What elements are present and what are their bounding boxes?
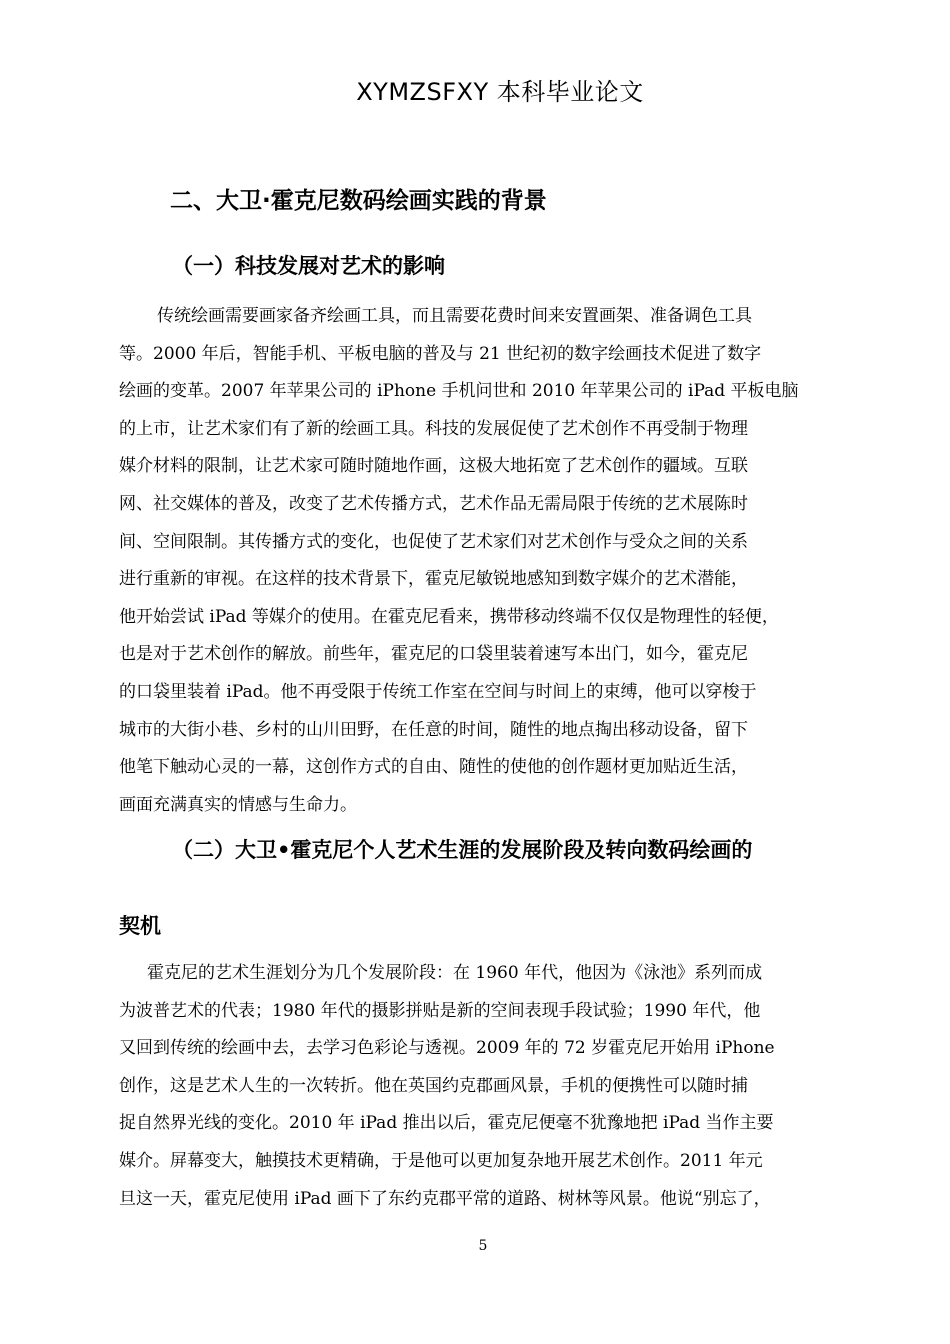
- paragraph-line: 也是对于艺术创作的解放。前些年，霍克尼的口袋里装着速写本出门，如今，霍克尼: [119, 644, 748, 665]
- paragraph-line: 又回到传统的绘画中去，去学习色彩论与透视。2009 年的 72 岁霍克尼开始用 iPhone: [119, 1038, 775, 1059]
- subsection-heading-2-continued: 契机: [119, 914, 161, 938]
- paragraph-line: 传统绘画需要画家备齐绘画工具，而且需要花费时间来安置画架、准备调色工具: [157, 306, 752, 326]
- paragraph-line: 捉自然界光线的变化。2010 年 iPad 推出以后，霍克尼便毫不犹豫地把 iPad 当作主要: [119, 1113, 774, 1134]
- paragraph-line: 他开始尝试 iPad 等媒介的使用。在霍克尼看来，携带移动终端不仅仅是物理性的轻便，: [119, 606, 779, 627]
- paragraph-line: 创作，这是艺术人生的一次转折。他在英国约克郡画风景，手机的便携性可以随时捕: [119, 1075, 748, 1096]
- paragraph-line: 的口袋里装着 iPad。他不再受限于传统工作室在空间与时间上的束缚，他可以穿梭于: [119, 681, 757, 702]
- running-header: XYMZSFXY 本科毕业论文: [356, 78, 644, 106]
- paragraph-line: 霍克尼的艺术生涯划分为几个发展阶段：在 1960 年代，他因为《泳池》系列而成: [147, 963, 763, 983]
- subsection-heading-2: （二）大卫•霍克尼个人艺术生涯的发展阶段及转向数码绘画的: [172, 838, 753, 862]
- subsection-heading-1: （一）科技发展对艺术的影响: [172, 254, 445, 278]
- paragraph-line: 媒介材料的限制，让艺术家可随时随地作画，这极大地拓宽了艺术创作的疆域。互联: [119, 456, 748, 477]
- paragraph-1: [119, 298, 859, 824]
- paragraph-line: 等。2000 年后，智能手机、平板电脑的普及与 21 世纪初的数字绘画技术促进了数字: [119, 343, 762, 364]
- paragraph-line: 画面充满真实的情感与生命力。: [119, 794, 357, 815]
- paragraph-line: 绘画的变革。2007 年苹果公司的 iPhone 手机问世和 2010 年苹果公司的 iPad 平板电脑: [119, 381, 799, 402]
- paragraph-2: [119, 955, 859, 1218]
- paragraph-line: 的上市，让艺术家们有了新的绘画工具。科技的发展促使了艺术创作不再受制于物理: [119, 418, 748, 439]
- paragraph-line: 他笔下触动心灵的一幕，这创作方式的自由、随性的使他的创作题材更加贴近生活，: [119, 757, 748, 778]
- paragraph-line: 网、社交媒体的普及，改变了艺术传播方式，艺术作品无需局限于传统的艺术展陈时: [119, 493, 748, 514]
- paragraph-line: 为波普艺术的代表；1980 年代的摄影拼贴是新的空间表现手段试验；1990 年代，他: [119, 1000, 761, 1021]
- paragraph-line: 进行重新的审视。在这样的技术背景下，霍克尼敏锐地感知到数字媒介的艺术潜能，: [119, 569, 748, 590]
- paragraph-line: 旦这一天，霍克尼使用 iPad 画下了东约克郡平常的道路、树林等风景。他说“别忘了，: [119, 1188, 771, 1209]
- paragraph-line: 城市的大街小巷、乡村的山川田野，在任意的时间，随性的地点掏出移动设备，留下: [119, 719, 748, 740]
- paragraph-line: 媒介。屏幕变大，触摸技术更精确，于是他可以更加复杂地开展艺术创作。2011 年元: [119, 1150, 763, 1171]
- section-heading: 二、大卫·霍克尼数码绘画实践的背景: [170, 188, 547, 214]
- paragraph-line: 间、空间限制。其传播方式的变化，也促使了艺术家们对艺术创作与受众之间的关系: [119, 531, 748, 552]
- page-number: 5: [478, 1238, 488, 1254]
